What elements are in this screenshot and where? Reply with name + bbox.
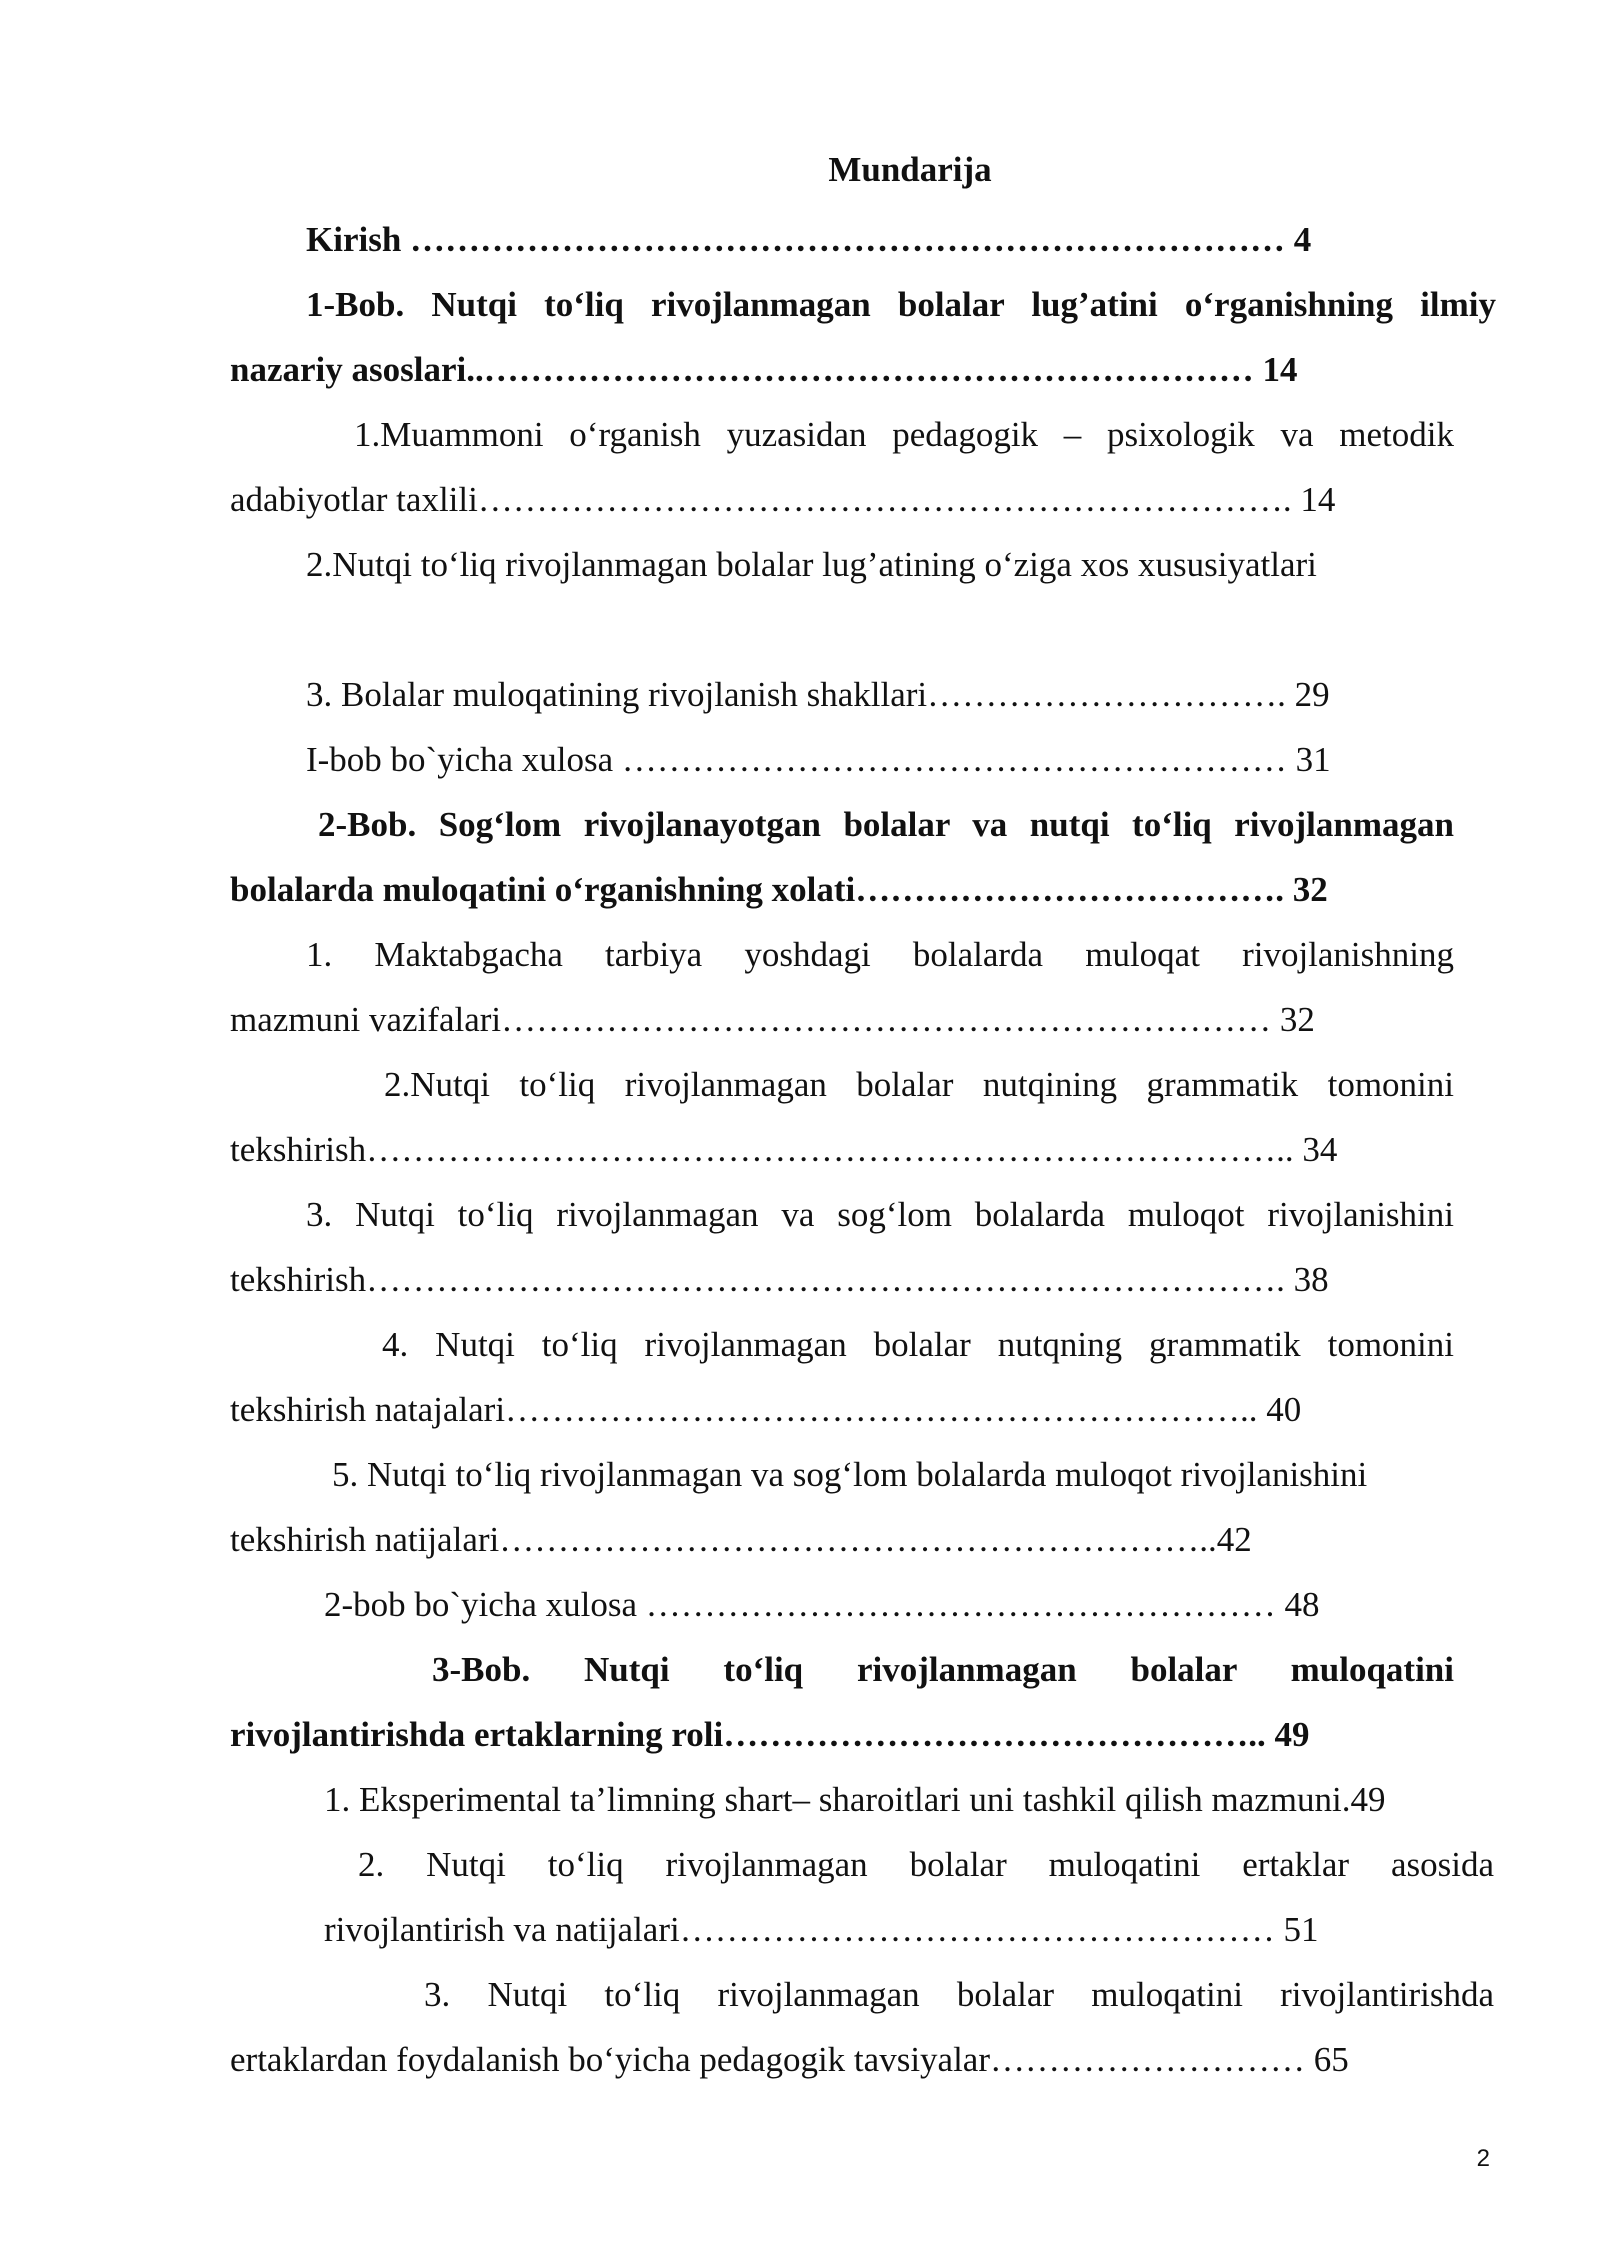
toc-3-3-line-1[interactable]: 3. Nutqi to‘liq rivojlanmagan bolalar muloqatini rivojlantirishda: [424, 1975, 1494, 2014]
toc-2-5-line-1[interactable]: 5. Nutqi to‘liq rivojlanmagan va sog‘lom bolalarda muloqot rivojlanishini: [332, 1455, 1368, 1494]
toc-1-1-line-2[interactable]: adabiyotlar taxlili……………………………………………………………. 14: [230, 480, 1336, 519]
toc-2-2-line-2[interactable]: tekshirish…………………………………………………………………….. 34: [230, 1130, 1338, 1169]
toc-3-3-line-2[interactable]: ertaklardan foydalanish bo‘yicha pedagogik tavsiyalar……………………… 65: [230, 2040, 1349, 2079]
toc-kirish[interactable]: Kirish ………………………………………………………………… 4: [306, 220, 1312, 259]
toc-chapter-2-conclusion[interactable]: 2-bob bo`yicha xulosa ……………………………………………… 48: [324, 1585, 1320, 1624]
toc-3-2-line-2[interactable]: rivojlantirish va natijalari…………………………………………… 51: [324, 1910, 1319, 1949]
page-number: 2: [1476, 2145, 1490, 2172]
toc-2-1-line-1[interactable]: 1. Maktabgacha tarbiya yoshdagi bolalarda muloqat rivojlanishning: [306, 935, 1454, 974]
toc-2-1-line-2[interactable]: mazmuni vazifalari………………………………………………………… 32: [230, 1000, 1315, 1039]
toc-chapter-2-line-1[interactable]: 2-Bob. Sog‘lom rivojlanayotgan bolalar va nutqi to‘liq rivojlanmagan: [318, 805, 1454, 844]
toc-2-3-line-2[interactable]: tekshirish……………………………………………………………………. 38: [230, 1260, 1329, 1299]
toc-chapter-2-line-2[interactable]: bolalarda muloqatini o‘rganishning xolati………………………………. 32: [230, 870, 1328, 909]
toc-1-1-line-1[interactable]: 1.Muammoni o‘rganish yuzasidan pedagogik – psixologik va metodik: [354, 415, 1454, 454]
toc-2-4-line-1[interactable]: 4. Nutqi to‘liq rivojlanmagan bolalar nutqning grammatik tomonini: [382, 1325, 1454, 1364]
toc-3-1[interactable]: 1. Eksperimental ta’limning shart– sharoitlari uni tashkil qilish mazmuni.49: [324, 1780, 1386, 1819]
toc-2-4-line-2[interactable]: tekshirish natajalari……………………………………………………….. 40: [230, 1390, 1302, 1429]
toc-2-5-line-2[interactable]: tekshirish natijalari……………………………………………………..42: [230, 1520, 1252, 1559]
toc-chapter-1-line-1[interactable]: 1-Bob. Nutqi to‘liq rivojlanmagan bolalar lug’atini o‘rganishning ilmiy: [306, 285, 1496, 324]
toc-chapter-3-line-1[interactable]: 3-Bob. Nutqi to‘liq rivojlanmagan bolalar muloqatini: [432, 1650, 1454, 1689]
toc-chapter-3-line-2[interactable]: rivojlantirishda ertaklarning roli……………………………………….. 49: [230, 1715, 1310, 1754]
toc-1-3[interactable]: 3. Bolalar muloqatining rivojlanish shakllari…………………………. 29: [306, 675, 1330, 714]
toc-1-2[interactable]: 2.Nutqi to‘liq rivojlanmagan bolalar lug’atining o‘ziga xos xususiyatlari: [306, 545, 1317, 584]
page-title: Mundarija: [828, 150, 992, 189]
toc-2-2-line-1[interactable]: 2.Nutqi to‘liq rivojlanmagan bolalar nutqining grammatik tomonini: [384, 1065, 1454, 1104]
toc-chapter-1-conclusion[interactable]: I-bob bo`yicha xulosa ………………………………………………… 31: [306, 740, 1331, 779]
toc-2-3-line-1[interactable]: 3. Nutqi to‘liq rivojlanmagan va sog‘lom bolalarda muloqot rivojlanishini: [306, 1195, 1454, 1234]
toc-chapter-1-line-2[interactable]: nazariy asoslari..………………………………………………………… 14: [230, 350, 1298, 389]
toc-3-2-line-1[interactable]: 2. Nutqi to‘liq rivojlanmagan bolalar muloqatini ertaklar asosida: [358, 1845, 1494, 1884]
